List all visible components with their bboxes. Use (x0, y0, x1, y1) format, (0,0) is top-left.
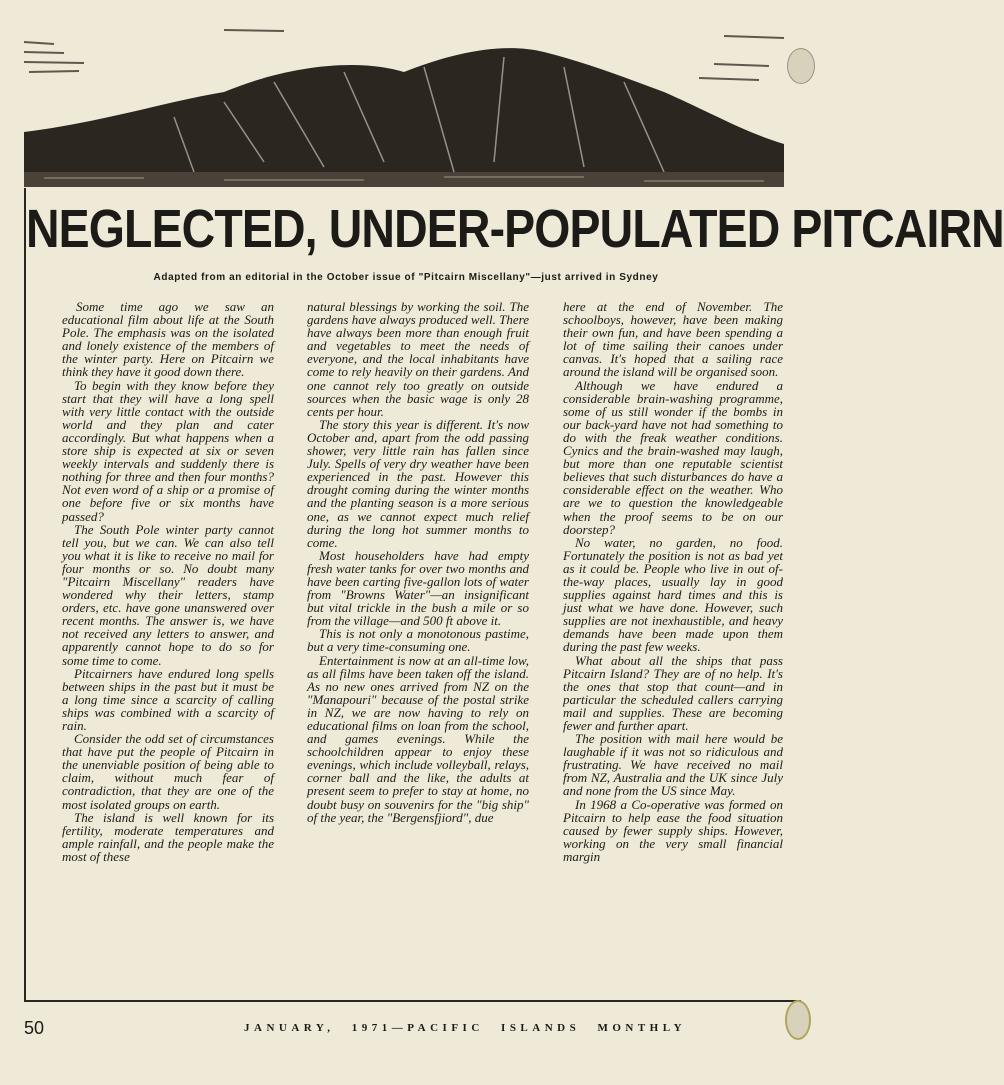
paragraph: here at the end of November. The schoolboys, however, have been making their own fun, and have been spending a lot of time sailing their canoes under canvas. It's hoped that a sailing race around the island will be organised soon. (563, 299, 783, 380)
paragraph: Consider the odd set of circumstances that have put the people of Pitcairn in the unenviable position of being able to claim, without much fear of contradiction, that they are one of the most isolated groups on earth. (62, 731, 274, 812)
island-illustration (24, 22, 784, 187)
binder-clip-bottom-icon (785, 1000, 811, 1040)
page-footer (24, 1018, 801, 1048)
paragraph: In 1968 a Co-operative was formed on Pitcairn to help ease the food situation caused by fewer supply ships. However, working on the very small financial margin (563, 796, 783, 864)
binder-clip-top-icon (787, 48, 815, 84)
paragraph: Pitcairners have endured long spells between ships in the past but it must be a long time since a scarcity of calling ships was combined with a scarcity of rain. (62, 665, 274, 733)
paragraph: Most householders have had empty fresh water tanks for over two months and have been carting five-gallon lots of water from "Browns Water"—an insignificant but vital trickle in the bush a mile or so from the village—and 500 ft above it. (307, 547, 529, 629)
page-number: 50 (24, 1018, 45, 1038)
paragraph: To begin with they know before they start that they will have a long spell with very little contact with the outside world and they plan and cater accordingly. But what happens when a store ship is expected at six or seven weekly intervals and suddenly there is nothing for three and then four months? Not even word of a ship or a promise of one before five or six months have passed? (62, 377, 274, 524)
running-head: JANUARY, 1971—PACIFIC ISLANDS MONTHLY (244, 1022, 687, 1034)
paragraph: The South Pole winter party cannot tell you, but we can. We can also tell you what it is like to receive no mail for four months or so. No doubt many "Pitcairn Miscellany" readers have wondered why their letters, stamp orders, etc. have gone unanswered over recent months. The answer is, we have not received any letters to answer, and apparently cannot hope to do so for some time to come. (62, 521, 274, 668)
paragraph: The story this year is different. It's now October and, apart from the odd passing shower, very little rain has fallen since July. Spells of very dry weather have been experienced in the past. However this drought coming during the winter months and the planting season is a more serious one, as we cannot expect much relief during the long hot summer months to come. (307, 416, 529, 550)
paragraph: The island is well known for its fertility, moderate temperatures and ample rainfall, and the people make the most of these (62, 809, 274, 864)
left-column-rule (24, 188, 26, 1000)
paragraph: Entertainment is now at an all-time low, as all films have been taken off the island. As no new ones arrived from NZ on the "Manapouri" because of the postal strike in NZ, we are now having to rely on educational films on loan from the school, and games evenings. While the schoolchildren appear to enjoy these evenings, which include volleyball, relays, corner ball and the like, the adults at present seem to prefer to stay at home, no doubt busy on souvenirs for the "big ship" of the year, the "Bergensfjiord", due (307, 652, 529, 825)
paragraph: No water, no garden, no food. Fortunately the position is not as bad yet as it could be. People who live in out of-the-way places, usually lay in good supplies against hard times and this is just what we have done. However, such supplies are not inexhaustible, and heavy demands have been made upon them during the past few weeks. (563, 534, 783, 655)
paragraph: This is not only a monotonous pastime, but a very time-consuming one. (307, 626, 529, 655)
paragraph: What about all the ships that pass Pitcairn Island? They are of no help. It's the ones that stop that count—and in particular the scheduled callers carrying mail and supplies. These are becoming fewer and further apart. (563, 652, 783, 733)
paragraph: Some time ago we saw an educational film about life at the South Pole. The emphasis was on the isolated and lonely existence of the members of the winter party. Here on Pitcairn we think they have it good down there. (62, 299, 274, 380)
text-column-3 (563, 300, 783, 863)
bottom-rule (24, 1000, 801, 1002)
paragraph: natural blessings by working the soil. The gardens have always produced well. There have always been more than enough fruit and vegetables to meet the needs of everyone, and the local inhabitants have come to rely heavily on their gardens. And one cannot rely too greatly on outside sources when the basic wage is only 28 cents per hour. (307, 299, 529, 419)
text-column-1 (62, 300, 274, 863)
paragraph: The position with mail here would be laughable if it was not so ridiculous and frustrating. We have received no mail from NZ, Australia and the UK since July and none from the US since May. (563, 731, 783, 799)
article-headline: NEGLECTED, UNDER-POPULATED PITCAIRN (26, 199, 1004, 259)
paragraph: Although we have endured a considerable brain-washing programme, some of us still wonder if the bombs in our back-yard have not had something to do with the freak weather conditions. Cynics and the brain-washed may laugh, but more than one reputable scientist believes that such disturbances do have a considerable effect on the weather. Who are we to question the knowledgeable when the proof seems to be on our doorstep? (563, 377, 783, 537)
text-column-2 (307, 300, 529, 824)
article-standfirst: Adapted from an editorial in the October issue of "Pitcairn Miscellany"—just arrived in Sydney (153, 272, 659, 283)
